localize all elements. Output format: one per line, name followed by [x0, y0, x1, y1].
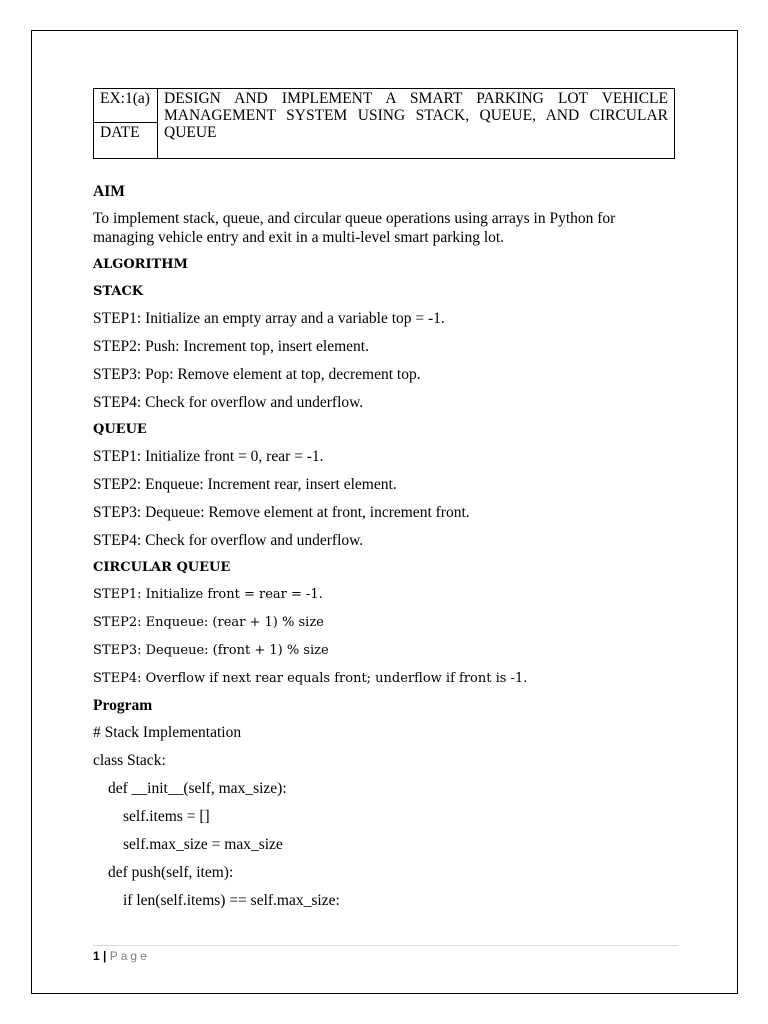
queue-step-2: STEP2: Enqueue: Increment rear, insert element.: [93, 476, 397, 493]
code-line: self.max_size = max_size: [123, 836, 283, 853]
queue-step-1: STEP1: Initialize front = 0, rear = -1.: [93, 448, 324, 465]
circular-queue-heading: CIRCULAR QUEUE: [93, 560, 231, 575]
footer-separator: |: [103, 949, 107, 963]
code-line: def push(self, item):: [108, 864, 234, 881]
queue-step-3: STEP3: Dequeue: Remove element at front, increment front.: [93, 504, 470, 521]
footer-divider: [93, 945, 678, 946]
page-label: Page: [109, 949, 150, 963]
circular-queue-step-1: STEP1: Initialize front = rear = -1.: [93, 587, 323, 602]
circular-queue-step-3: STEP3: Dequeue: (front + 1) % size: [93, 643, 329, 658]
aim-heading: AIM: [93, 183, 125, 200]
code-line: self.items = []: [123, 808, 210, 825]
exercise-number-cell: EX:1(a): [94, 89, 158, 123]
code-line: if len(self.items) == self.max_size:: [123, 892, 340, 909]
queue-step-4: STEP4: Check for overflow and underflow.: [93, 532, 364, 549]
stack-step-4: STEP4: Check for overflow and underflow.: [93, 394, 364, 411]
stack-step-1: STEP1: Initialize an empty array and a variable top = -1.: [93, 310, 445, 327]
algorithm-heading: ALGORITHM: [93, 257, 188, 272]
title-table: [93, 88, 675, 159]
stack-heading: STACK: [93, 284, 144, 299]
code-line: # Stack Implementation: [93, 724, 242, 741]
code-line: class Stack:: [93, 752, 166, 769]
aim-text-line-1: To implement stack, queue, and circular queue operations using arrays in Python for: [93, 210, 616, 227]
code-line: def __init__(self, max_size):: [108, 780, 287, 797]
stack-step-3: STEP3: Pop: Remove element at top, decrement top.: [93, 366, 421, 383]
page-number: 1: [93, 949, 100, 963]
document-body: [93, 182, 678, 910]
queue-heading: QUEUE: [93, 422, 147, 437]
page-footer: [93, 948, 150, 964]
circular-queue-step-2: STEP2: Enqueue: (rear + 1) % size: [93, 615, 324, 630]
date-cell: DATE: [94, 123, 158, 159]
stack-step-2: STEP2: Push: Increment top, insert element.: [93, 338, 369, 355]
experiment-title: DESIGN AND IMPLEMENT A SMART PARKING LOT VEHICLE MANAGEMENT SYSTEM USING STACK, QUEUE, AND CIRCULAR QUEUE: [158, 89, 675, 159]
aim-text-line-2: managing vehicle entry and exit in a multi-level smart parking lot.: [93, 229, 505, 246]
circular-queue-step-4: STEP4: Overflow if next rear equals front; underflow if front is -1.: [93, 671, 528, 686]
program-heading: Program: [93, 697, 153, 714]
